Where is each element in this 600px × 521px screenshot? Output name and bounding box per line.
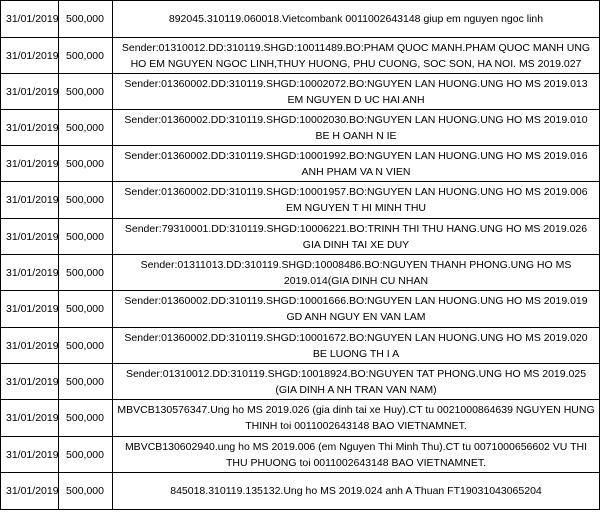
date-cell: 31/01/2019: [1, 291, 59, 328]
table-row: [1, 328, 600, 364]
date-cell: 31/01/2019: [1, 364, 59, 400]
date-cell: 31/01/2019: [1, 255, 59, 291]
date-cell: 31/01/2019: [1, 328, 59, 364]
table-row: [1, 255, 600, 291]
description-cell: 892045.310119.060018.Vietcombank 0011002643148 giup em nguyen ngoc linh: [113, 1, 600, 38]
description-cell: Sender:01310012.DD:310119.SHGD:10011489.BO:PHAM QUOC MANH.PHAM QUOC MANH UNG HO EM NGUYEN NGOC LINH,THUY HUONG, PHU CUONG, SOC SON, HA NOI. MS 2019.027: [113, 38, 600, 74]
description-cell: Sender:01360002.DD:310119.SHGD:10002030.BO:NGUYEN LAN HUONG.UNG HO MS 2019.010 BE H OANH N IE: [113, 110, 600, 146]
date-cell: 31/01/2019: [1, 182, 59, 219]
table-row: [1, 1, 600, 38]
table-row: [1, 473, 600, 510]
description-cell: MBVCB130602940.ung ho MS 2019.006 (em Nguyen Thi Minh Thu).CT tu 0071000656602 VU THI THU PHUONG toi 0011002643148 BAO VIETNAMNET.: [113, 437, 600, 473]
table-row: [1, 74, 600, 110]
date-cell: 31/01/2019: [1, 400, 59, 437]
table-row: [1, 182, 600, 219]
date-cell: 31/01/2019: [1, 473, 59, 510]
amount-cell: 500,000: [59, 255, 113, 291]
description-cell: Sender:01311013.DD:310119.SHGD:10008486.BO:NGUYEN THANH PHONG.UNG HO MS 2019.014(GIA DINH CU NHAN: [113, 255, 600, 291]
amount-cell: 500,000: [59, 219, 113, 255]
amount-cell: 500,000: [59, 328, 113, 364]
date-cell: 31/01/2019: [1, 74, 59, 110]
amount-cell: 500,000: [59, 437, 113, 473]
description-cell: Sender:01360002.DD:310119.SHGD:10001666.BO:NGUYEN LAN HUONG.UNG HO MS 2019.019 GD ANH NGUY EN VAN LAM: [113, 291, 600, 328]
description-cell: Sender:01360002.DD:310119.SHGD:10002072.BO:NGUYEN LAN HUONG.UNG HO MS 2019.013 EM NGUYEN D UC HAI ANH: [113, 74, 600, 110]
amount-cell: 500,000: [59, 74, 113, 110]
amount-cell: 500,000: [59, 1, 113, 38]
transactions-table-body: [1, 1, 600, 510]
amount-cell: 500,000: [59, 38, 113, 74]
description-cell: Sender:01310012.DD:310119.SHGD:10018924.BO:NGUYEN TAT PHONG.UNG HO MS 2019.025 (GIA DINH A NH TRAN VAN NAM): [113, 364, 600, 400]
amount-cell: 500,000: [59, 400, 113, 437]
description-cell: Sender:01360002.DD:310119.SHGD:10001992.BO:NGUYEN LAN HUONG.UNG HO MS 2019.016 ANH PHAM VA N VIEN: [113, 146, 600, 182]
description-cell: 845018.310119.135132.Ung ho MS 2019.024 anh A Thuan FT19031043065204: [113, 473, 600, 510]
table-row: [1, 400, 600, 437]
description-cell: Sender:01360002.DD:310119.SHGD:10001957.BO:NGUYEN LAN HUONG.UNG HO MS 2019.006 EM NGUYEN T HI MINH THU: [113, 182, 600, 219]
table-row: [1, 291, 600, 328]
amount-cell: 500,000: [59, 291, 113, 328]
date-cell: 31/01/2019: [1, 146, 59, 182]
amount-cell: 500,000: [59, 473, 113, 510]
description-cell: Sender:79310001.DD:310119.SHGD:10006221.BO:TRINH THI THU HANG.UNG HO MS 2019.026 GIA DINH TAI XE DUY: [113, 219, 600, 255]
table-row: [1, 364, 600, 400]
date-cell: 31/01/2019: [1, 219, 59, 255]
table-row: [1, 437, 600, 473]
date-cell: 31/01/2019: [1, 110, 59, 146]
table-row: [1, 219, 600, 255]
amount-cell: 500,000: [59, 364, 113, 400]
table-row: [1, 38, 600, 74]
amount-cell: 500,000: [59, 182, 113, 219]
date-cell: 31/01/2019: [1, 1, 59, 38]
table-row: [1, 110, 600, 146]
date-cell: 31/01/2019: [1, 38, 59, 74]
description-cell: Sender:01360002.DD:310119.SHGD:10001672.BO:NGUYEN LAN HUONG.UNG HO MS 2019.020 BE LUONG TH I A: [113, 328, 600, 364]
amount-cell: 500,000: [59, 110, 113, 146]
amount-cell: 500,000: [59, 146, 113, 182]
table-row: [1, 146, 600, 182]
description-cell: MBVCB130576347.Ung ho MS 2019.026 (gia dinh tai xe Huy).CT tu 0021000864639 NGUYEN HUNG THINH toi 0011002643148 BAO VIETNAMNET.: [113, 400, 600, 437]
date-cell: 31/01/2019: [1, 437, 59, 473]
